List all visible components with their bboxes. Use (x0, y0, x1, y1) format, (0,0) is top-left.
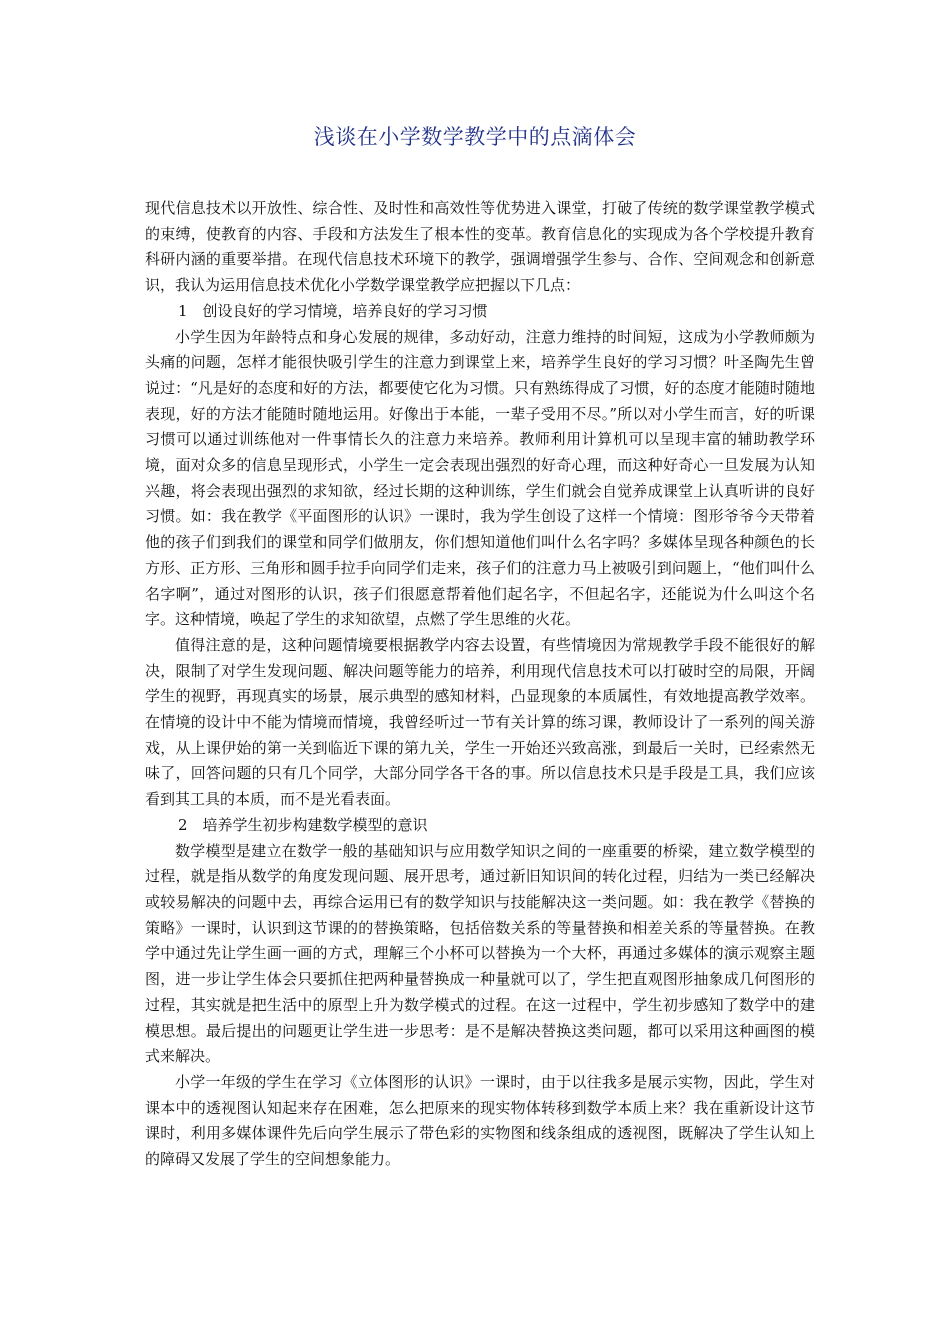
paragraph-section1-b: 值得注意的是，这种问题情境要根据教学内容去设置，有些情境因为常规教学手段不能很好的解决，限制了对学生发现问题、解决问题等能力的培养，利用现代信息技术可以打破时空的局限，开阔学生的视野，再现真实的场景，展示典型的感知材料，凸显现象的本质属性，有效地提高教学效率。在情境的设计中不能为情境而情境，我曾经听过一节有关计算的练习课，教师设计了一系列的闯关游戏，从上课伊始的第一关到临近下课的第九关，学生一开始还兴致高涨，到最后一关时，已经索然无味了，回答问题的只有几个同学，大部分同学各干各的事。所以信息技术只是手段是工具，我们应该看到其工具的本质，而不是光看表面。 (145, 635, 815, 809)
paragraph-intro: 现代信息技术以开放性、综合性、及时性和高效性等优势进入课堂，打破了传统的数学课堂教学模式的束缚，使教育的内容、手段和方法发生了根本性的变革。教育信息化的实现成为各个学校提升教育科研内涵的重要举措。在现代信息技术环境下的教学，强调增强学生参与、合作、空间观念和创新意识，我认为运用信息技术优化小学数学课堂教学应把握以下几点： (145, 199, 815, 295)
paragraph-section2-b: 小学一年级的学生在学习《立体图形的认识》一课时，由于以往我多是展示实物，因此，学生对课本中的透视图认知起来存在困难，怎么把原来的现实物体转移到数学本质上来？我在重新设计这节课时，利用多媒体课件先后向学生展示了带色彩的实物图和线条组成的透视图，既解决了学生认知上的障碍又发展了学生的空间想象能力。 (145, 1072, 815, 1169)
section-heading-1: 1 创设良好的学习情境，培养良好的学习习惯 (178, 301, 488, 320)
paragraph-section1-a: 小学生因为年龄特点和身心发展的规律，多动好动，注意力维持的时间短，这成为小学教师颇为头痛的问题，怎样才能很快吸引学生的注意力到课堂上来，培养学生良好的学习习惯？叶圣陶先生曾说过：“凡是好的态度和好的方法，都要使它化为习惯。只有熟练得成了习惯，好的态度才能随时随地表现，好的方法才能随时随地运用。好像出于本能，一辈子受用不尽。”所以对小学生而言，好的听课习惯可以通过训练他对一件事情长久的注意力来培养。教师利用计算机可以呈现丰富的辅助教学环境，面对众多的信息呈现形式，小学生一定会表现出强烈的好奇心理，而这种好奇心一旦发展为认知兴趣，将会表现出强烈的求知欲，经过长期的这种训练，学生们就会自觉养成课堂上认真听讲的良好习惯。如：我在教学《平面图形的认识》一课时，我为学生创设了这样一个情境：图形爷爷今天带着他的孩子们到我们的课堂和同学们做朋友，你们想知道他们叫什么名字吗？多媒体呈现各种颜色的长方形、正方形、三角形和圆手拉手向同学们走来，孩子们的注意力马上被吸引到问题上，“他们叫什么名字啊”，通过对图形的认识，孩子们很愿意帮着他们起名字，不但起名字，还能说为什么叫这个名字。这种情境，唤起了学生的求知欲望，点燃了学生思维的火花。 (145, 327, 815, 629)
section-heading-2: 2 培养学生初步构建数学模型的意识 (178, 815, 428, 834)
paragraph-section2-a: 数学模型是建立在数学一般的基础知识与应用数学知识之间的一座重要的桥梁，建立数学模型的过程，就是指从数学的角度发现问题、展开思考，通过新旧知识间的转化过程，归结为一类已经解决或较易解决的问题中去，再综合运用已有的数学知识与技能解决这一类问题。如：我在教学《替换的策略》一课时，认识到这节课的的替换策略，包括倍数关系的等量替换和相差关系的等量替换。在教学中通过先让学生画一画的方式，理解三个小杯可以替换为一个大杯，再通过多媒体的演示观察主题图，进一步让学生体会只要抓住把两种量替换成一种量就可以了，学生把直观图形抽象成几何图形的过程，其实就是把生活中的原型上升为数学模式的过程。在这一过程中，学生初步感知了数学中的建模思想。最后提出的问题更让学生进一步思考：是不是解决替换这类问题，都可以采用这种画图的模式来解决。 (145, 841, 815, 1066)
document-body (145, 196, 815, 1173)
document-title: 浅谈在小学数学教学中的点滴体会 (313, 125, 637, 149)
